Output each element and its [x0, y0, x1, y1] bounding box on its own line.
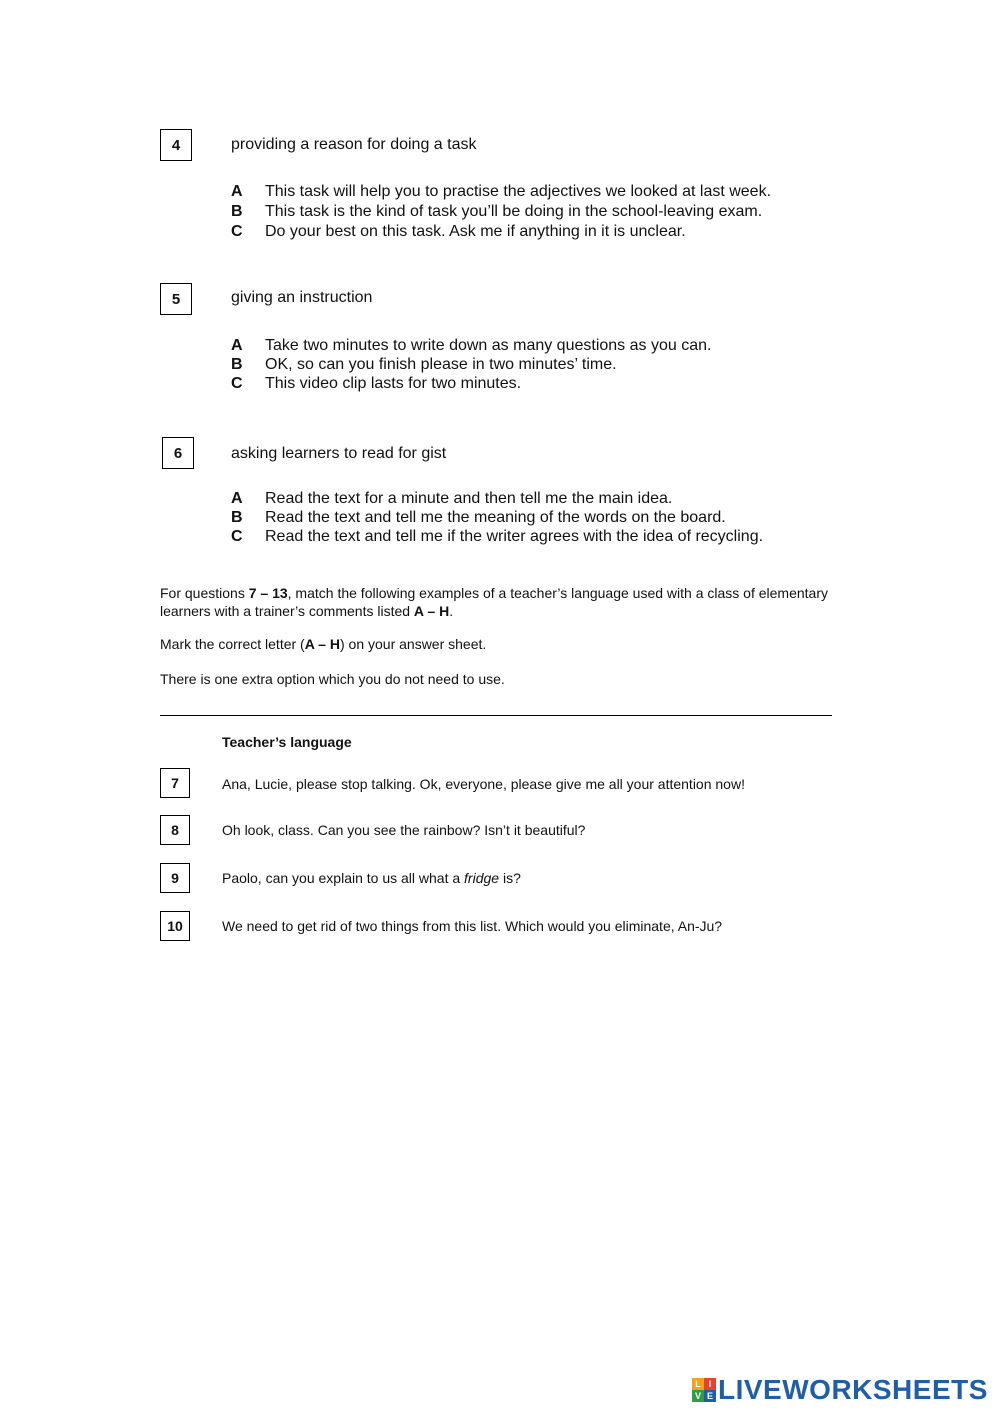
- question-number-box: 5: [160, 283, 192, 315]
- logo-mark-cell: L: [692, 1378, 704, 1390]
- option-text: Do your best on this task. Ask me if anything in it is unclear.: [265, 223, 686, 240]
- logo-text: LIVEWORKSHEETS: [718, 1374, 988, 1405]
- option-letter: B: [231, 509, 243, 526]
- item-number-box: 10: [160, 911, 190, 941]
- option-text: Read the text for a minute and then tell me the main idea.: [265, 490, 673, 507]
- teacher-language-item: Ana, Lucie, please stop talking. Ok, everyone, please give me all your attention now!: [222, 776, 745, 792]
- teacher-language-item: We need to get rid of two things from this list. Which would you eliminate, An-Ju?: [222, 918, 723, 934]
- option-a[interactable]: [231, 183, 771, 201]
- instructions-mark: [160, 635, 840, 653]
- instr-letters: A – H: [304, 636, 340, 652]
- option-c[interactable]: [231, 223, 686, 241]
- teacher-language-item: Oh look, class. Can you see the rainbow? Isn’t it beautiful?: [222, 822, 586, 838]
- question-prompt: asking learners to read for gist: [231, 445, 447, 462]
- option-text: Read the text and tell me if the writer agrees with the idea of recycling.: [265, 528, 764, 545]
- option-letter: C: [231, 528, 243, 545]
- option-text: This task is the kind of task you’ll be doing in the school-leaving exam.: [265, 203, 763, 220]
- item-text: is?: [499, 870, 521, 886]
- option-letter: C: [231, 223, 243, 240]
- option-letter: A: [231, 490, 243, 507]
- question-number-box: 4: [160, 129, 192, 161]
- instr-text: Mark the correct letter (: [160, 636, 305, 652]
- logo-mark-cell: I: [704, 1378, 716, 1390]
- item-number-box: 8: [160, 815, 190, 845]
- option-b[interactable]: [231, 509, 726, 527]
- item-number-box: 7: [160, 768, 190, 798]
- option-letter: C: [231, 375, 243, 392]
- option-text: This video clip lasts for two minutes.: [265, 375, 522, 392]
- option-a[interactable]: [231, 490, 672, 508]
- logo-mark-icon: [692, 1378, 716, 1402]
- option-b[interactable]: [231, 203, 762, 221]
- instr-range: 7 – 13: [248, 585, 288, 601]
- instr-text: For questions: [160, 585, 249, 601]
- item-text: Paolo, can you explain to us all what a: [222, 870, 465, 886]
- option-letter: B: [231, 203, 243, 220]
- instr-text: ) on your answer sheet.: [339, 636, 487, 652]
- instructions-extra: There is one extra option which you do not need to use.: [160, 671, 505, 687]
- instr-text: , match the following examples of a teacher’s language used with a class of elementary learners with a trainer’s comments listed: [160, 585, 828, 619]
- question-number-box: 6: [162, 437, 194, 469]
- option-letter: A: [231, 183, 243, 200]
- liveworksheets-logo[interactable]: [692, 1374, 988, 1406]
- option-letter: A: [231, 337, 243, 354]
- item-emphasis: fridge: [464, 870, 500, 886]
- item-number-box: 9: [160, 863, 190, 893]
- divider: [160, 715, 832, 716]
- option-c[interactable]: [231, 375, 521, 393]
- section-title: Teacher’s language: [222, 734, 352, 750]
- option-text: Take two minutes to write down as many questions as you can.: [265, 337, 712, 354]
- option-text: This task will help you to practise the adjectives we looked at last week.: [265, 183, 772, 200]
- option-a[interactable]: [231, 337, 711, 355]
- instr-text: .: [449, 603, 454, 619]
- option-text: OK, so can you finish please in two minutes’ time.: [265, 356, 617, 373]
- option-text: Read the text and tell me the meaning of the words on the board.: [265, 509, 726, 526]
- option-b[interactable]: [231, 356, 617, 374]
- teacher-language-item: [222, 870, 521, 886]
- instructions-match: [160, 584, 840, 620]
- option-c[interactable]: [231, 528, 763, 546]
- option-letter: B: [231, 356, 243, 373]
- question-prompt: providing a reason for doing a task: [231, 136, 477, 153]
- instr-letters: A – H: [413, 603, 450, 619]
- question-prompt: giving an instruction: [231, 289, 373, 306]
- logo-mark-cell: E: [704, 1390, 716, 1402]
- logo-mark-cell: V: [692, 1390, 704, 1402]
